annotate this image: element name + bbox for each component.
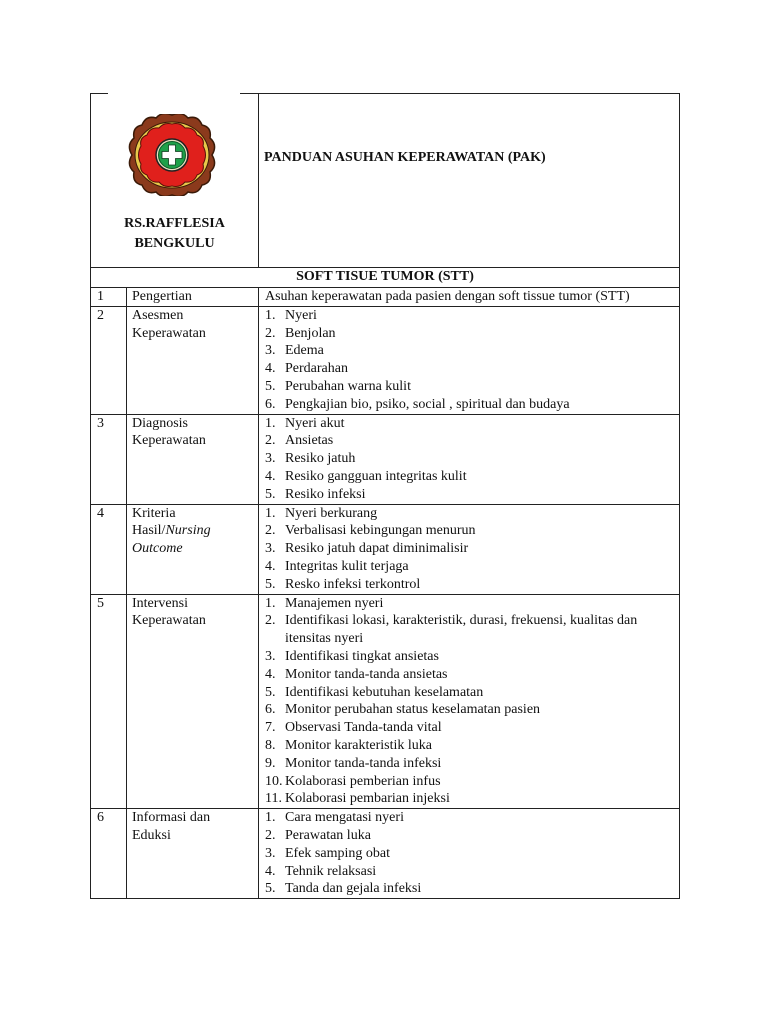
list-item-text: Identifikasi kebutuhan keselamatan	[285, 684, 484, 700]
list-item-number: 5.	[265, 684, 276, 700]
table-row	[91, 809, 680, 899]
list-item	[265, 790, 673, 808]
row-content	[259, 809, 680, 899]
list-item-number: 3.	[265, 845, 276, 861]
row-label-line: Eduksi	[132, 827, 171, 843]
row-label	[127, 504, 259, 594]
list-item-number: 10.	[265, 773, 283, 789]
row-label-part: Hasil/	[132, 523, 166, 539]
row-content: Asuhan keperawatan pada pasien dengan soft tissue tumor (STT)	[259, 288, 680, 307]
row-content	[259, 414, 680, 504]
list-item	[265, 540, 673, 558]
list-item	[265, 595, 673, 613]
row-label-line: Asesmen	[132, 307, 184, 323]
list-item-text: Cara mengatasi nyeri	[285, 810, 404, 826]
row-label: Pengertian	[127, 288, 259, 307]
list-item-number: 6.	[265, 702, 276, 718]
list-item-number: 4.	[265, 468, 276, 484]
hospital-name-line1: RS.RAFFLESIA	[124, 216, 225, 231]
list-item-number: 2.	[265, 325, 276, 341]
list-item-number: 9.	[265, 755, 276, 771]
list-item-number: 5.	[265, 576, 276, 592]
list-item-text: Resiko infeksi	[285, 486, 366, 502]
list-item	[265, 360, 673, 378]
list-item-text: Monitor tanda-tanda infeksi	[285, 755, 442, 771]
list-item-text: Edema	[285, 343, 324, 359]
list-item	[265, 666, 673, 684]
section-title: SOFT TISUE TUMOR (STT)	[91, 268, 680, 288]
list-item	[265, 719, 673, 737]
item-list	[265, 307, 673, 414]
row-content	[259, 594, 680, 809]
row-label	[127, 414, 259, 504]
list-item-text: Integritas kulit terjaga	[285, 558, 409, 574]
hospital-name	[91, 214, 258, 254]
list-item-number: 3.	[265, 541, 276, 557]
list-item-number: 1.	[265, 595, 276, 611]
row-label-line	[132, 522, 258, 540]
list-item-number: 4.	[265, 558, 276, 574]
list-item-text: Monitor tanda-tanda ansietas	[285, 666, 448, 682]
list-item-number: 7.	[265, 720, 276, 736]
table-row	[91, 594, 680, 809]
list-item-text: Ansietas	[285, 433, 334, 449]
list-item-text: Pengkajian bio, psiko, social , spiritual dan budaya	[285, 396, 570, 412]
list-item-number: 4.	[265, 863, 276, 879]
list-item	[265, 325, 673, 343]
list-item-number: 5.	[265, 378, 276, 394]
row-number: 6	[91, 809, 127, 899]
row-label	[127, 809, 259, 899]
item-list	[265, 505, 673, 594]
list-item-number: 4.	[265, 361, 276, 377]
list-item-number: 11.	[265, 791, 282, 807]
list-item-number: 3.	[265, 451, 276, 467]
list-item-text: Nyeri	[285, 307, 317, 323]
list-item	[265, 432, 673, 450]
list-item-text: Identifikasi lokasi, karakteristik, durasi, frekuensi, kualitas dan itensitas nyeri	[285, 613, 638, 647]
item-list	[265, 595, 673, 809]
row-label	[127, 306, 259, 414]
list-item	[265, 342, 673, 360]
list-item-number: 2.	[265, 613, 276, 629]
list-item	[265, 612, 673, 648]
row-label-line: Informasi dan	[132, 810, 211, 826]
list-item-text: Verbalisasi kebingungan menurun	[285, 523, 476, 539]
list-item-number: 4.	[265, 666, 276, 682]
list-item	[265, 415, 673, 433]
table-row	[91, 288, 680, 307]
list-item-text: Resiko jatuh dapat diminimalisir	[285, 541, 469, 557]
list-item	[265, 880, 673, 898]
table-row	[91, 504, 680, 594]
list-item	[265, 522, 673, 540]
list-item	[265, 773, 673, 791]
list-item	[265, 648, 673, 666]
list-item-number: 6.	[265, 396, 276, 412]
list-item-text: Resiko jatuh	[285, 451, 356, 467]
table-row	[91, 414, 680, 504]
header-row	[91, 94, 680, 268]
row-content	[259, 504, 680, 594]
row-label-line: Outcome	[132, 541, 183, 557]
top-border-gap	[108, 91, 240, 97]
list-item-text: Efek samping obat	[285, 845, 390, 861]
row-label-line: Keperawatan	[132, 613, 206, 629]
list-item-text: Nyeri akut	[285, 415, 345, 431]
list-item-text: Tehnik relaksasi	[285, 863, 377, 879]
list-item	[265, 307, 673, 325]
list-item-number: 5.	[265, 486, 276, 502]
list-item-text: Observasi Tanda-tanda vital	[285, 720, 442, 736]
header-title-cell	[259, 94, 680, 268]
item-list	[265, 415, 673, 504]
list-item-number: 3.	[265, 648, 276, 664]
row-label-line: Keperawatan	[132, 433, 206, 449]
list-item	[265, 809, 673, 827]
list-item-number: 1.	[265, 307, 276, 323]
list-item-text: Tanda dan gejala infeksi	[285, 881, 422, 897]
row-label-line: Keperawatan	[132, 325, 206, 341]
list-item	[265, 701, 673, 719]
row-number: 2	[91, 306, 127, 414]
list-item-text: Kolaborasi pembarian injeksi	[285, 791, 450, 807]
row-label-line: Kriteria	[132, 505, 176, 521]
list-item	[265, 486, 673, 504]
list-item	[265, 827, 673, 845]
list-item-number: 1.	[265, 415, 276, 431]
list-item-text: Resiko gangguan integritas kulit	[285, 468, 467, 484]
list-item-number: 2.	[265, 827, 276, 843]
page-title: PANDUAN ASUHAN KEPERAWATAN (PAK)	[264, 150, 546, 165]
row-number: 3	[91, 414, 127, 504]
list-item-text: Kolaborasi pemberian infus	[285, 773, 441, 789]
list-item-number: 1.	[265, 505, 276, 521]
list-item-text: Perawatan luka	[285, 827, 371, 843]
row-content	[259, 306, 680, 414]
list-item	[265, 396, 673, 414]
header-logo-cell	[91, 94, 259, 268]
list-item-text: Benjolan	[285, 325, 336, 341]
list-item	[265, 684, 673, 702]
list-item	[265, 576, 673, 594]
list-item-number: 1.	[265, 810, 276, 826]
row-number: 5	[91, 594, 127, 809]
list-item-number: 8.	[265, 737, 276, 753]
table-row	[91, 306, 680, 414]
list-item-number: 2.	[265, 433, 276, 449]
list-item-number: 3.	[265, 343, 276, 359]
row-label-part-italic: Nursing	[165, 523, 211, 539]
hospital-cross-emblem-icon	[127, 114, 217, 196]
list-item-number: 2.	[265, 523, 276, 539]
list-item-text: Monitor perubahan status keselamatan pasien	[285, 702, 541, 718]
list-item	[265, 755, 673, 773]
list-item-text: Nyeri berkurang	[285, 505, 378, 521]
list-item-text: Perubahan warna kulit	[285, 378, 411, 394]
list-item-text: Identifikasi tingkat ansietas	[285, 648, 439, 664]
list-item	[265, 558, 673, 576]
list-item-number: 5.	[265, 881, 276, 897]
list-item-text: Manajemen nyeri	[285, 595, 384, 611]
list-item	[265, 468, 673, 486]
item-list	[265, 809, 673, 898]
section-title-row	[91, 268, 680, 288]
pak-table	[90, 93, 680, 899]
list-item-text: Perdarahan	[285, 361, 348, 377]
row-number: 1	[91, 288, 127, 307]
list-item	[265, 378, 673, 396]
hospital-name-line2: BENGKULU	[134, 236, 215, 251]
list-item	[265, 505, 673, 523]
row-label	[127, 594, 259, 809]
row-label-line: Intervensi	[132, 595, 188, 611]
list-item-text: Monitor karakteristik luka	[285, 737, 432, 753]
list-item	[265, 450, 673, 468]
row-number: 4	[91, 504, 127, 594]
row-label-line: Diagnosis	[132, 415, 188, 431]
list-item	[265, 845, 673, 863]
list-item	[265, 863, 673, 881]
list-item	[265, 737, 673, 755]
list-item-text: Resko infeksi terkontrol	[285, 576, 421, 592]
document-table-wrapper	[90, 93, 679, 899]
